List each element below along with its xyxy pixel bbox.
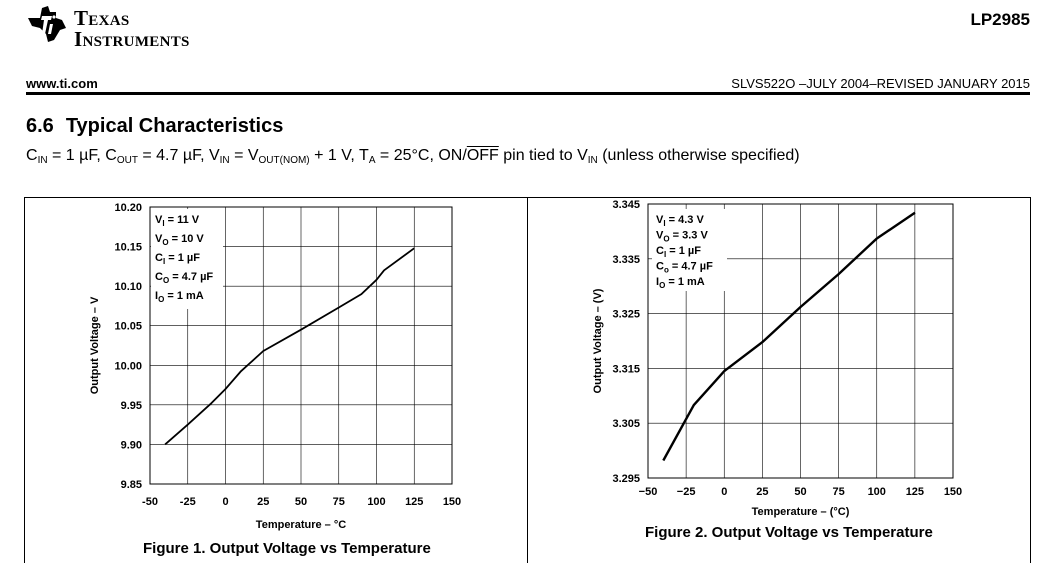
x-tick-label: 150 xyxy=(442,496,462,508)
condition-label: $C_o = 4.7$ µF xyxy=(656,260,713,275)
section-number: 6.6 xyxy=(26,115,54,137)
part-number: LP2985 xyxy=(970,10,1030,29)
doc-number: SLVS522O –JULY 2004–REVISED JANUARY 2015 xyxy=(731,76,1030,91)
y-tick-label: 10.05 xyxy=(114,320,142,333)
x-tick-label: 75 xyxy=(332,496,345,508)
section-title: Typical Characteristics xyxy=(65,115,284,137)
x-tick-label: 100 xyxy=(867,486,886,498)
condition-label: $C_I = 1$ µF xyxy=(656,245,701,259)
x-tick-label: 50 xyxy=(794,486,807,498)
y-tick-label: 3.325 xyxy=(612,308,640,321)
x-tick-label: 25 xyxy=(257,496,270,508)
x-tick-label: −50 xyxy=(638,486,658,498)
y-tick-label: 10.20 xyxy=(114,202,142,214)
x-tick-label: -50 xyxy=(142,496,158,508)
brand-line2: Instruments xyxy=(74,27,190,51)
condition-label: $C_I = 1$ µF xyxy=(155,252,200,266)
y-tick-label: 3.295 xyxy=(612,473,640,485)
x-tick-label: 100 xyxy=(367,496,386,508)
x-tick-label: 0 xyxy=(721,486,728,498)
test-conditions: $C_{IN} = 1$ µF, $C_{OUT} = 4.7$ µF, $V_{IN} = V_{OUT(NOM)} + 1$ V, $T_A = 25^\circ C$, $ON/\overline{OFF}$ pin tied to $V_{IN}$ (unless otherwise specified) xyxy=(26,147,800,166)
condition-label: $I_O = 1$ mA xyxy=(155,290,204,304)
y-tick-label: 3.305 xyxy=(612,418,640,431)
y-tick-label: 10.15 xyxy=(114,241,142,254)
y-tick-label: 10.10 xyxy=(114,281,142,294)
brand-line1: Texas xyxy=(74,6,130,30)
y-axis-label: Output Voltage – V xyxy=(89,296,101,395)
condition-label: $V_I = 11$ V xyxy=(155,214,200,228)
website-link[interactable]: www.ti.com xyxy=(26,76,98,91)
x-tick-label: −25 xyxy=(676,486,696,498)
y-tick-label: 10.00 xyxy=(114,360,142,373)
x-tick-label: -25 xyxy=(179,496,196,508)
x-tick-label: 25 xyxy=(756,486,769,498)
figure-2-caption: Figure 2. Output Voltage vs Temperature xyxy=(645,524,933,541)
x-axis-label: Temperature – (°C) xyxy=(751,506,850,518)
condition-label: $C_O = 4.7$ µF xyxy=(155,271,214,285)
x-tick-label: 125 xyxy=(405,496,424,508)
x-tick-label: 150 xyxy=(943,486,963,498)
y-tick-label: 3.335 xyxy=(612,253,640,266)
x-tick-label: 50 xyxy=(294,496,308,508)
y-tick-label: 3.345 xyxy=(612,199,640,211)
condition-label: $V_O = 10$ V xyxy=(155,233,204,247)
condition-label: $V_O = 3.3$ V xyxy=(656,229,708,244)
x-tick-label: 75 xyxy=(832,486,845,498)
condition-label: $I_O = 1$ mA xyxy=(656,276,705,290)
y-tick-label: 9.85 xyxy=(120,479,142,491)
y-tick-label: 9.95 xyxy=(120,399,142,412)
condition-label: $V_I = 4.3$ V xyxy=(656,214,704,228)
figure-1-caption: Figure 1. Output Voltage vs Temperature xyxy=(143,540,431,557)
y-tick-label: 3.315 xyxy=(612,363,640,376)
y-axis-label: Output Voltage – (V) xyxy=(592,288,604,394)
x-tick-label: 0 xyxy=(222,496,229,508)
y-tick-label: 9.90 xyxy=(120,439,142,452)
x-tick-label: 125 xyxy=(905,486,925,498)
x-axis-label: Temperature – °C xyxy=(255,519,347,531)
